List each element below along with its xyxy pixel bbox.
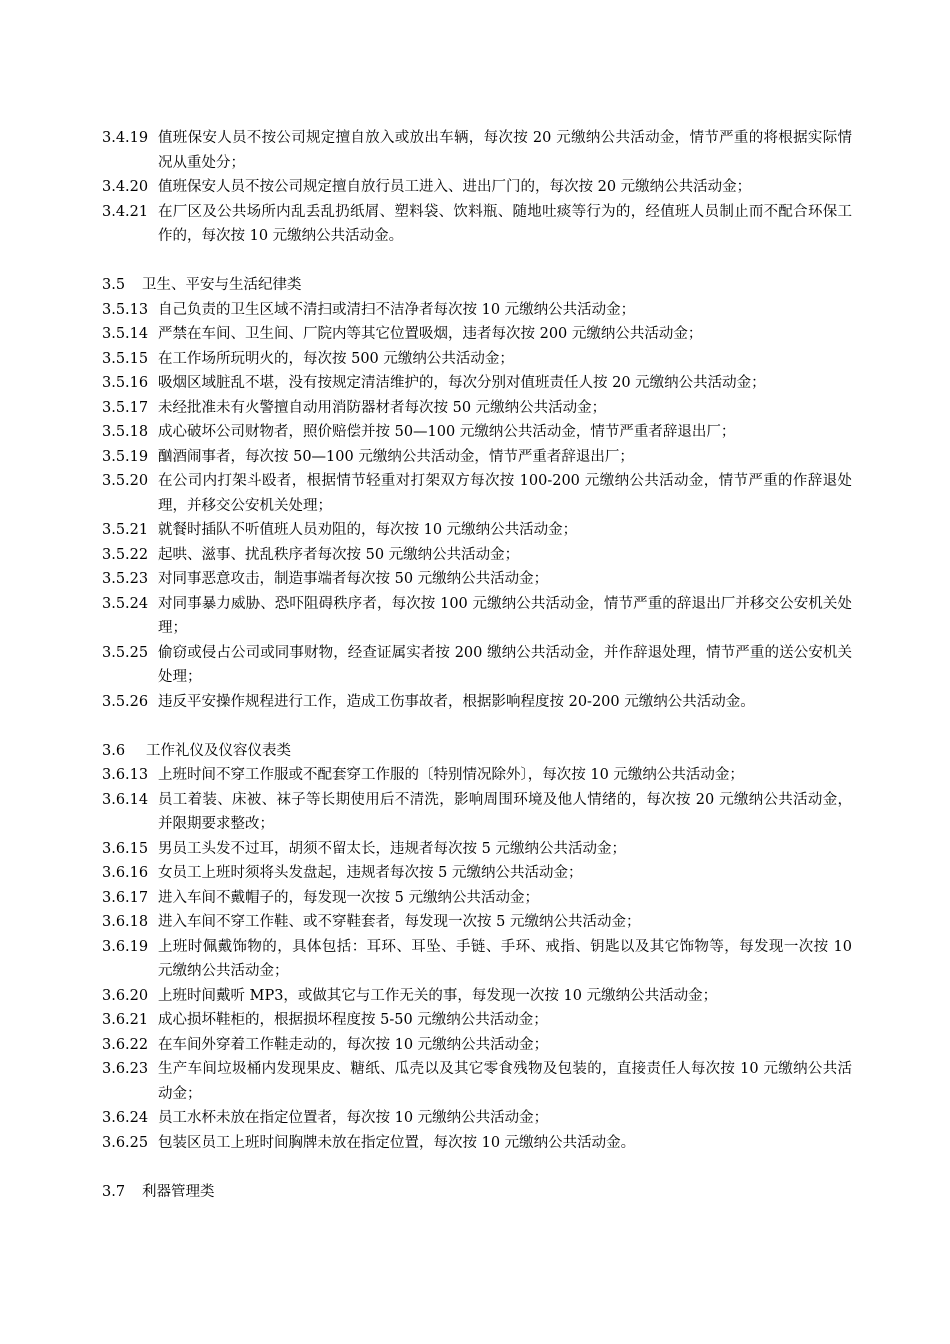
list-item [102,322,852,347]
item-number: 3.5.20 [102,473,149,489]
list-item [102,1057,852,1106]
item-text: 上班时佩戴饰物的，具体包括：耳环、耳坠、手链、手环、戒指、钥匙以及其它饰物等，每发现一次按 10 元缴纳公共活动金； [158,938,852,979]
item-number: 3.5.15 [102,350,149,367]
item-number: 3.4.20 [102,179,149,195]
item-text: 就餐时插队不听值班人员劝阻的，每次按 10 元缴纳公共活动金； [158,522,578,538]
item-number: 3.6.23 [102,1061,149,1077]
item-text: 严禁在车间、卫生间、厂院内等其它位置吸烟，违者每次按 200 元缴纳公共活动金； [158,326,703,342]
item-text: 酗酒闹事者，每次按 50—100 元缴纳公共活动金，情节严重者辞退出厂； [158,448,634,465]
item-text: 在车间外穿着工作鞋走动的，每次按 10 元缴纳公共活动金； [158,1036,549,1053]
item-number: 3.5.21 [102,522,149,538]
list-item [102,469,852,518]
item-number: 3.6.21 [102,1012,149,1028]
item-number: 3.5.18 [102,424,149,440]
document-page [102,126,852,1204]
item-text: 值班保安人员不按公司规定擅自放行员工进入、进出厂门的，每次按 20 元缴纳公共活动金； [158,179,752,195]
item-number: 3.5.13 [102,301,149,318]
list-item [102,200,852,249]
item-text: 未经批准未有火警擅自动用消防器材者每次按 50 元缴纳公共活动金； [158,399,607,416]
list-item [102,1008,852,1033]
item-number: 3.4.19 [102,130,149,146]
list-item [102,935,852,984]
item-text: 生产车间垃圾桶内发现果皮、糖纸、瓜壳以及其它零食残物及包装的，直接责任人每次按 10 元缴纳公共活动金； [158,1061,852,1102]
list-item [102,347,852,372]
item-text: 在公司内打架斗殴者，根据情节轻重对打架双方每次按 100-200 元缴纳公共活动金，情节严重的作辞退处理，并移交公安机关处理； [158,473,852,514]
item-number: 3.6.24 [102,1110,149,1126]
item-text: 自己负责的卫生区域不清扫或清扫不洁净者每次按 10 元缴纳公共活动金； [158,301,636,318]
item-number: 3.6.19 [102,938,149,955]
list-item [102,396,852,421]
item-number: 3.5.24 [102,595,149,612]
item-text: 上班时间戴听 MP3，或做其它与工作无关的事，每发现一次按 10 元缴纳公共活动金； [158,987,718,1004]
list-item [102,1033,852,1058]
list-item [102,126,852,175]
item-number: 3.6.17 [102,889,149,906]
section-3-7 [102,1180,852,1205]
section-title: 工作礼仪及仪容仪表类 [146,742,291,759]
list-item [102,1106,852,1131]
item-number: 3.6.13 [102,767,149,783]
list-item [102,641,852,690]
item-text: 值班保安人员不按公司规定擅自放入或放出车辆，每次按 20 元缴纳公共活动金，情节严重的将根据实际情况从重处分； [158,130,852,171]
section-heading [102,739,852,764]
item-number: 3.6.16 [102,865,149,881]
list-item [102,518,852,543]
section-number: 3.6 [102,742,126,759]
list-item [102,837,852,862]
section-number: 3.5 [102,277,126,293]
section-number: 3.7 [102,1183,126,1200]
item-text: 偷窃或侵占公司或同事财物，经查证属实者按 200 缴纳公共活动金，并作辞退处理，情节严重的送公安机关处理； [158,644,852,685]
item-text: 进入车间不穿工作鞋、或不穿鞋套者，每发现一次按 5 元缴纳公共活动金； [158,914,641,930]
list-item [102,1131,852,1156]
list-item [102,175,852,200]
item-text: 进入车间不戴帽子的，每发现一次按 5 元缴纳公共活动金； [158,889,539,906]
list-item [102,690,852,715]
item-number: 3.5.19 [102,448,149,465]
item-number: 3.5.25 [102,644,149,661]
item-number: 3.5.26 [102,693,149,710]
list-item [102,788,852,837]
section-heading [102,1180,852,1205]
item-text: 包装区员工上班时间胸牌未放在指定位置，每次按 10 元缴纳公共活动金。 [158,1134,636,1151]
list-item [102,445,852,470]
item-text: 女员工上班时须将头发盘起，违规者每次按 5 元缴纳公共活动金； [158,865,583,881]
item-number: 3.4.21 [102,203,149,220]
item-number: 3.6.20 [102,987,149,1004]
list-item [102,763,852,788]
section-heading [102,273,852,298]
item-number: 3.5.14 [102,326,149,342]
list-item [102,420,852,445]
item-number: 3.5.16 [102,375,149,391]
item-text: 起哄、滋事、扰乱秩序者每次按 50 元缴纳公共活动金； [158,546,520,563]
item-number: 3.5.23 [102,571,149,587]
list-item [102,910,852,935]
item-text: 男员工头发不过耳，胡须不留太长，违规者每次按 5 元缴纳公共活动金； [158,840,626,857]
list-item [102,886,852,911]
item-text: 成心损坏鞋柜的，根据损坏程度按 5-50 元缴纳公共活动金； [158,1012,548,1028]
section-title: 卫生、平安与生活纪律类 [142,277,302,293]
item-number: 3.6.22 [102,1036,149,1053]
list-item [102,861,852,886]
item-number: 3.6.15 [102,840,149,857]
item-text: 在工作场所玩明火的，每次按 500 元缴纳公共活动金； [158,350,514,367]
item-text: 违反平安操作规程进行工作，造成工伤事故者，根据影响程度按 20-200 元缴纳公共活动金。 [158,693,755,710]
list-item [102,543,852,568]
item-text: 吸烟区域脏乱不堪，没有按规定清洁维护的，每次分别对值班责任人按 20 元缴纳公共活动金； [158,375,766,391]
item-text: 员工水杯未放在指定位置者，每次按 10 元缴纳公共活动金； [158,1110,549,1126]
item-number: 3.5.17 [102,399,149,416]
section-3-5 [102,273,852,714]
item-number: 3.5.22 [102,546,149,563]
item-text: 员工着装、床被、袜子等长期使用后不清洗，影响周围环境及他人情绪的，每次按 20 元缴纳公共活动金，并限期要求整改； [158,791,852,832]
section-3-6 [102,739,852,1156]
item-text: 成心破坏公司财物者，照价赔偿并按 50—100 元缴纳公共活动金，情节严重者辞退出厂； [158,424,736,440]
list-item [102,298,852,323]
list-item [102,371,852,396]
list-item [102,592,852,641]
item-number: 3.6.14 [102,791,149,808]
list-item [102,984,852,1009]
section-title: 利器管理类 [142,1183,215,1200]
item-text: 上班时间不穿工作服或不配套穿工作服的〔特别情况除外〕，每次按 10 元缴纳公共活动金； [158,767,744,783]
item-text: 在厂区及公共场所内乱丢乱扔纸屑、塑料袋、饮料瓶、随地吐痰等行为的，经值班人员制止而不配合环保工作的，每次按 10 元缴纳公共活动金。 [158,203,852,244]
section-3-4-continued [102,126,852,249]
item-text: 对同事暴力威胁、恐吓阻碍秩序者，每次按 100 元缴纳公共活动金，情节严重的辞退出厂并移交公安机关处理； [158,595,852,636]
item-text: 对同事恶意攻击，制造事端者每次按 50 元缴纳公共活动金； [158,571,549,587]
list-item [102,567,852,592]
item-number: 3.6.18 [102,914,149,930]
item-number: 3.6.25 [102,1134,149,1151]
